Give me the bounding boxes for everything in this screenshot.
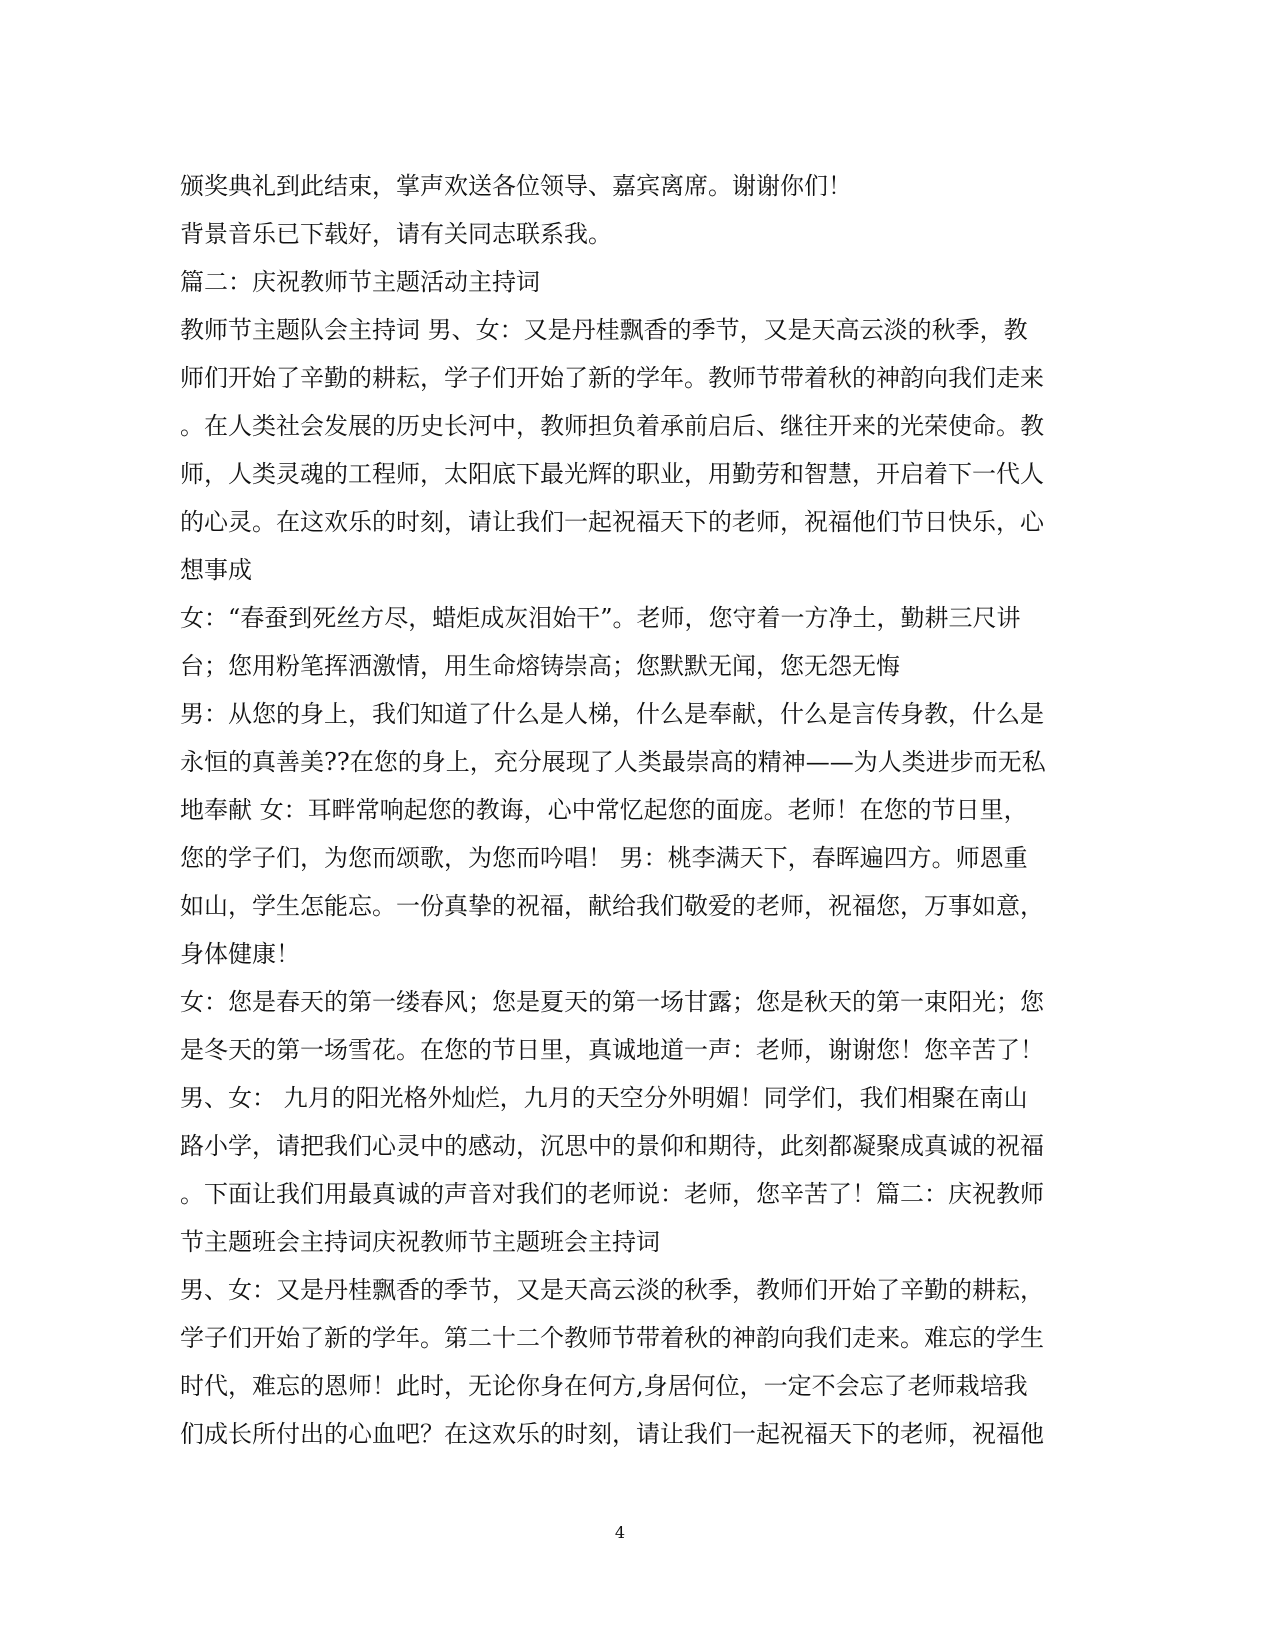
text-line: 男、女： 九月的阳光格外灿烂，九月的天空分外明媚！同学们，我们相聚在南山 bbox=[180, 1084, 1028, 1112]
text-line: 的心灵。在这欢乐的时刻，请让我们一起祝福天下的老师，祝福他们节日快乐，心 bbox=[180, 508, 1044, 536]
text-line: 们成长所付出的心血吧？在这欢乐的时刻，请让我们一起祝福天下的老师，祝福他 bbox=[180, 1420, 1044, 1448]
text-line: 女：您是春天的第一缕春风；您是夏天的第一场甘露；您是秋天的第一束阳光；您 bbox=[180, 988, 1044, 1016]
text-line: 想事成 bbox=[180, 556, 252, 584]
text-line: 您的学子们，为您而颂歌，为您而吟唱！ 男：桃李满天下，春晖遍四方。师恩重 bbox=[180, 844, 1028, 872]
text-line: 女：“春蚕到死丝方尽，蜡炬成灰泪始干”。老师，您守着一方净土，勤耕三尺讲 bbox=[180, 604, 1021, 632]
text-line: 。在人类社会发展的历史长河中，教师担负着承前启后、继往开来的光荣使命。教 bbox=[180, 412, 1044, 440]
text-line: 永恒的真善美??在您的身上，充分展现了人类最崇高的精神——为人类进步而无私 bbox=[180, 748, 1046, 776]
text-line: 如山，学生怎能忘。一份真挚的祝福，献给我们敬爱的老师，祝福您，万事如意， bbox=[180, 892, 1044, 920]
text-line: 学子们开始了新的学年。第二十二个教师节带着秋的神韵向我们走来。难忘的学生 bbox=[180, 1324, 1044, 1352]
page-number: 4 bbox=[614, 1523, 626, 1542]
text-line: 。下面让我们用最真诚的声音对我们的老师说：老师，您辛苦了！篇二：庆祝教师 bbox=[180, 1180, 1044, 1208]
text-line: 时代，难忘的恩师！此时，无论你身在何方,身居何位，一定不会忘了老师栽培我 bbox=[180, 1372, 1028, 1400]
text-line: 男：从您的身上，我们知道了什么是人梯，什么是奉献，什么是言传身教，什么是 bbox=[180, 700, 1044, 728]
text-line: 男、女：又是丹桂飘香的季节，又是天高云淡的秋季，教师们开始了辛勤的耕耘， bbox=[180, 1276, 1044, 1304]
text-line: 身体健康！ bbox=[180, 940, 300, 968]
text-line: 地奉献 女：耳畔常响起您的教诲，心中常忆起您的面庞。老师！在您的节日里， bbox=[180, 796, 1028, 824]
text-line: 教师节主题队会主持词 男、女：又是丹桂飘香的季节，又是天高云淡的秋季，教 bbox=[180, 316, 1028, 344]
text-line: 颁奖典礼到此结束，掌声欢送各位领导、嘉宾离席。谢谢你们！ bbox=[180, 172, 852, 200]
section-heading: 篇二：庆祝教师节主题活动主持词 bbox=[180, 268, 540, 296]
text-line: 节主题班会主持词庆祝教师节主题班会主持词 bbox=[180, 1228, 660, 1256]
text-line: 路小学，请把我们心灵中的感动，沉思中的景仰和期待，此刻都凝聚成真诚的祝福 bbox=[180, 1132, 1044, 1160]
body-text bbox=[180, 162, 1065, 1458]
text-line: 师，人类灵魂的工程师，太阳底下最光辉的职业，用勤劳和智慧，开启着下一代人 bbox=[180, 460, 1044, 488]
text-line: 师们开始了辛勤的耕耘，学子们开始了新的学年。教师节带着秋的神韵向我们走来 bbox=[180, 364, 1044, 392]
text-line: 是冬天的第一场雪花。在您的节日里，真诚地道一声：老师，谢谢您！您辛苦了！ bbox=[180, 1036, 1044, 1064]
text-line: 台；您用粉笔挥洒激情，用生命熔铸崇高；您默默无闻，您无怨无悔 bbox=[180, 652, 900, 680]
text-line: 背景音乐已下载好，请有关同志联系我。 bbox=[180, 220, 612, 248]
